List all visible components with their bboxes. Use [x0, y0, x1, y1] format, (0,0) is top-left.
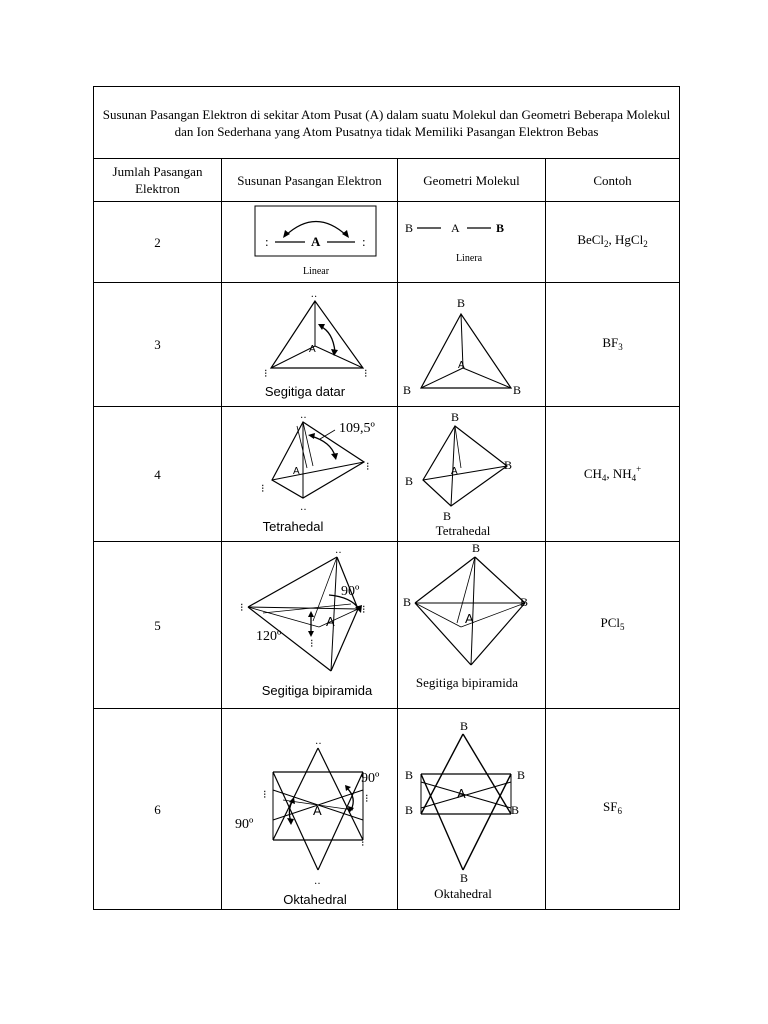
atom-b-label: B [516, 768, 525, 782]
example-cell: $CH_4$, $NH_4^+$ [546, 407, 680, 542]
linear-geometry-diagram [399, 203, 545, 281]
tetrahedral-geometry-diagram [399, 408, 545, 540]
svg-text:‥: ‥ [334, 545, 342, 556]
geometry-cell [398, 709, 546, 910]
linear-arrangement-diagram [223, 203, 397, 281]
arrangement-cell [222, 542, 398, 709]
pair-count: 4 [94, 407, 222, 542]
trigonal-planar-geometry-diagram [399, 284, 545, 405]
example-cell: $BF_3$ [546, 283, 680, 407]
atom-b-label: B [456, 296, 465, 310]
atom-b-label: B [404, 768, 413, 782]
table-row [94, 542, 680, 709]
table-row [94, 283, 680, 407]
electron-pair-table [93, 86, 680, 910]
table-row [94, 709, 680, 910]
svg-text:⁝: ⁝ [309, 638, 313, 650]
angle-label: 120º [255, 629, 281, 644]
angle-label: 90º [234, 817, 253, 832]
lone-pair-left: : [264, 234, 269, 249]
arrangement-label: Linear [302, 266, 329, 277]
atom-b-label: B [402, 595, 411, 609]
octahedral-arrangement-diagram [223, 710, 397, 908]
arrangement-cell [222, 283, 398, 407]
svg-text:⁝: ⁝ [263, 368, 267, 380]
svg-text:⁝: ⁝ [364, 793, 368, 805]
geometry-cell [398, 542, 546, 709]
atom-b-label: B [471, 543, 480, 555]
geometry-label: Linera [455, 253, 482, 264]
atom-a-label: A [292, 466, 300, 477]
atom-b-label: B [402, 383, 411, 397]
atom-a-label: A [456, 786, 466, 801]
header-arrangement: Susunan Pasangan Elektron [222, 159, 398, 202]
arrangement-label: Segitiga datar [264, 384, 345, 399]
arrangement-cell [222, 709, 398, 910]
table-row [94, 202, 680, 283]
geometry-cell [398, 283, 546, 407]
lone-pair-right: : [361, 234, 366, 249]
trigonal-bipyramidal-geometry-diagram [399, 543, 545, 707]
atom-b-label: B [450, 410, 459, 424]
svg-text:⁝: ⁝ [360, 837, 364, 849]
atom-a-label: A [312, 803, 322, 818]
atom-b-label: B [495, 221, 504, 235]
arrangement-label: Oktahedral [282, 892, 347, 907]
atom-a-label: A [457, 360, 465, 371]
atom-b-label: B [459, 719, 468, 733]
arrangement-label: Segitiga bipiramida [261, 683, 372, 698]
svg-text:‥: ‥ [299, 410, 307, 421]
arrangement-label: Tetrahedal [262, 519, 323, 534]
atom-b-label: B [519, 595, 528, 609]
svg-text:⁝: ⁝ [260, 483, 264, 495]
table-title: Susunan Pasangan Elektron di sekitar Atom Pusat (A) dalam suatu Molekul dan Geometri Beberapa Molekul dan Ion Sederhana yang Atom Pusatnya tidak Memiliki Pasangan Elektron Bebas [94, 87, 680, 159]
angle-label: 109,5º [338, 421, 375, 436]
header-count: Jumlah Pasangan Elektron [94, 159, 222, 202]
atom-a-label: A [325, 614, 335, 629]
example-cell: $SF_6$ [546, 709, 680, 910]
geometry-label: Segitiga bipiramida [415, 675, 518, 690]
example-cell: BeCl$_2$, HgCl$_2$ [546, 202, 680, 283]
atom-b-label: B [459, 871, 468, 885]
atom-b-label: B [404, 474, 413, 488]
atom-b-label: B [404, 221, 413, 235]
pair-count: 5 [94, 542, 222, 709]
geometry-label: Oktahedral [433, 886, 492, 901]
svg-text:‥: ‥ [310, 289, 317, 300]
atom-b-label: B [404, 803, 413, 817]
atom-a-label: A [308, 344, 316, 355]
geometry-cell [398, 202, 546, 283]
geometry-cell [398, 407, 546, 542]
atom-b-label: B [503, 458, 512, 472]
atom-a-label: A [450, 221, 460, 235]
svg-text:⁝: ⁝ [365, 461, 369, 473]
atom-b-label: B [512, 383, 521, 397]
pair-count: 2 [94, 202, 222, 283]
svg-text:‥: ‥ [299, 502, 307, 513]
tetrahedral-arrangement-diagram [223, 408, 397, 540]
angle-label: 90º [360, 771, 379, 786]
trigonal-bipyramidal-arrangement-diagram [223, 543, 397, 707]
pair-count: 6 [94, 709, 222, 910]
svg-text:⁝: ⁝ [363, 368, 367, 380]
arrangement-cell [222, 407, 398, 542]
atom-a-label: A [464, 611, 474, 626]
atom-b-label: B [442, 509, 451, 523]
svg-text:‥: ‥ [313, 876, 321, 887]
header-example: Contoh [546, 159, 680, 202]
trigonal-planar-arrangement-diagram [223, 284, 397, 405]
atom-a-label: A [450, 466, 458, 477]
header-geometry: Geometri Molekul [398, 159, 546, 202]
svg-text:⁝: ⁝ [239, 602, 243, 614]
svg-text:‥: ‥ [314, 736, 322, 747]
pair-count: 3 [94, 283, 222, 407]
svg-text:⁝: ⁝ [262, 789, 266, 801]
angle-label: 90º [340, 584, 359, 599]
example-cell: PCl$_5$ [546, 542, 680, 709]
table-row [94, 407, 680, 542]
octahedral-geometry-diagram [399, 710, 545, 908]
atom-a-label: A [310, 234, 320, 249]
svg-text:⁝: ⁝ [361, 604, 365, 616]
geometry-label: Tetrahedal [435, 523, 490, 538]
atom-b-label: B [510, 803, 519, 817]
arrangement-cell [222, 202, 398, 283]
